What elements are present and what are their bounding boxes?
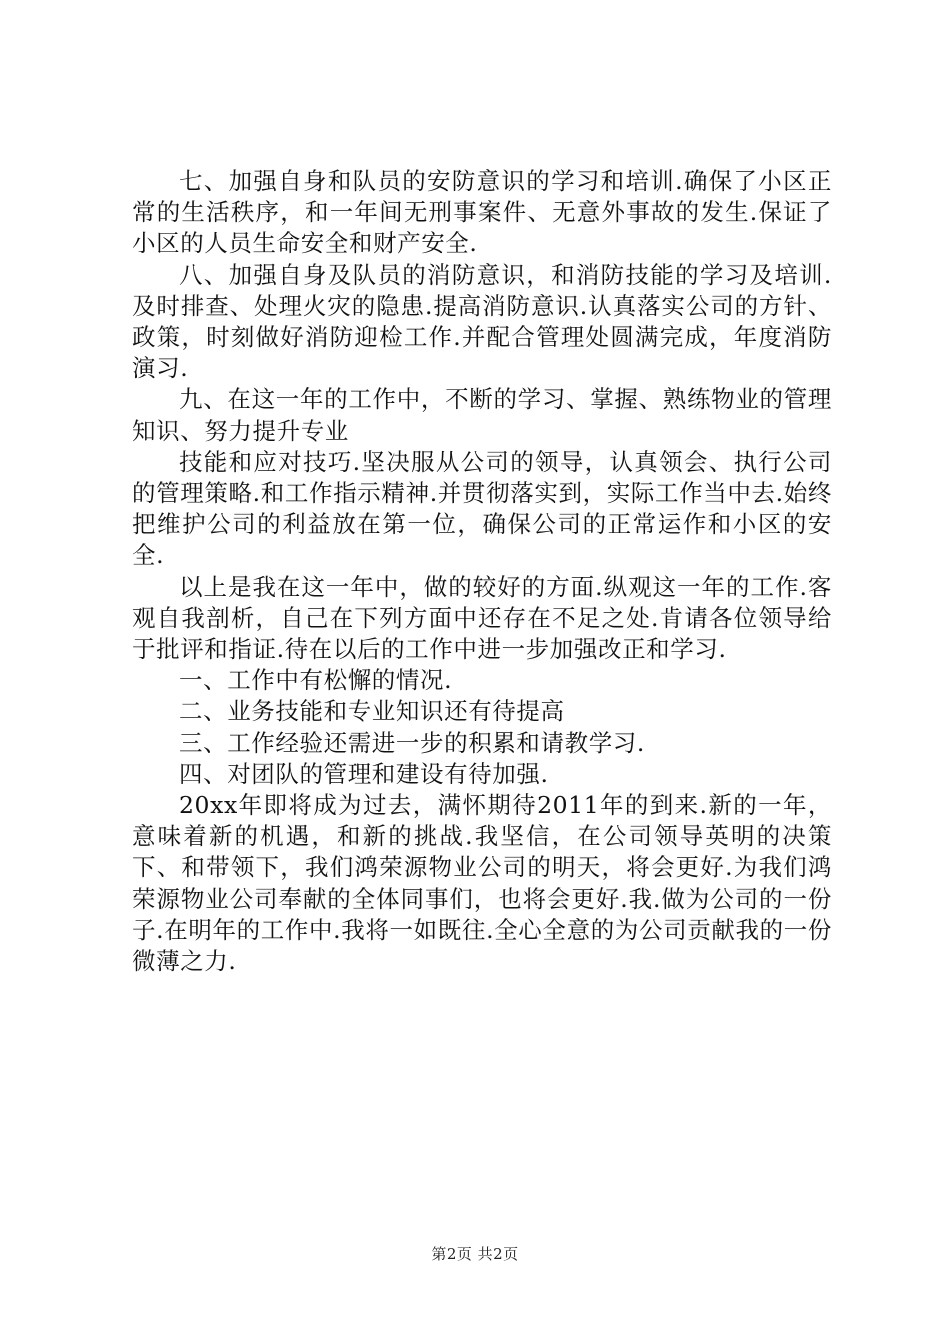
paragraph-summary: 以上是我在这一年中，做的较好的方面.纵观这一年的工作.客观自我剖析，自己在下列方面中还存在不足之处.肯请各位领导给于批评和指证.待在以后的工作中进一步加强改正和学习.	[132, 572, 832, 664]
shortcoming-item-1: 一、工作中有松懈的情况.	[179, 666, 453, 695]
document-body	[132, 166, 832, 977]
paragraph-9-continued: 技能和应对技巧.坚决服从公司的领导，认真领会、执行公司的管理策略.和工作指示精神.并贯彻落实到，实际工作当中去.始终把维护公司的利益放在第一位，确保公司的正常运作和小区的安全.	[132, 447, 832, 570]
paragraph-closing: 20xx年即将成为过去，满怀期待2011年的到来.新的一年，意味着新的机遇，和新的挑战.我坚信，在公司领导英明的决策下、和带领下，我们鸿荣源物业公司的明天，将会更好.为我们鸿荣源物业公司奉献的全体同事们，也将会更好.我.做为公司的一份子.在明年的工作中.我将一如既往.全心全意的为公司贡献我的一份微薄之力.	[132, 791, 832, 976]
shortcoming-item-3: 三、工作经验还需进一步的积累和请教学习.	[179, 728, 645, 757]
paragraph-7: 七、加强自身和队员的安防意识的学习和培训.确保了小区正常的生活秩序，和一年间无刑事案件、无意外事故的发生.保证了小区的人员生命安全和财产安全.	[132, 167, 832, 258]
page-number-footer: 第2页 共2页	[431, 1245, 519, 1263]
shortcoming-item-2: 二、业务技能和专业知识还有待提高	[179, 697, 565, 726]
paragraph-8: 八、加强自身及队员的消防意识，和消防技能的学习及培训.及时排查、处理火灾的隐患.提高消防意识.认真落实公司的方针、政策，时刻做好消防迎检工作.并配合管理处圆满完成，年度消防演习.	[132, 260, 832, 383]
shortcoming-item-4: 四、对团队的管理和建设有待加强.	[179, 759, 549, 788]
paragraph-9: 九、在这一年的工作中，不断的学习、掌握、熟练物业的管理知识、努力提升专业	[132, 385, 832, 445]
